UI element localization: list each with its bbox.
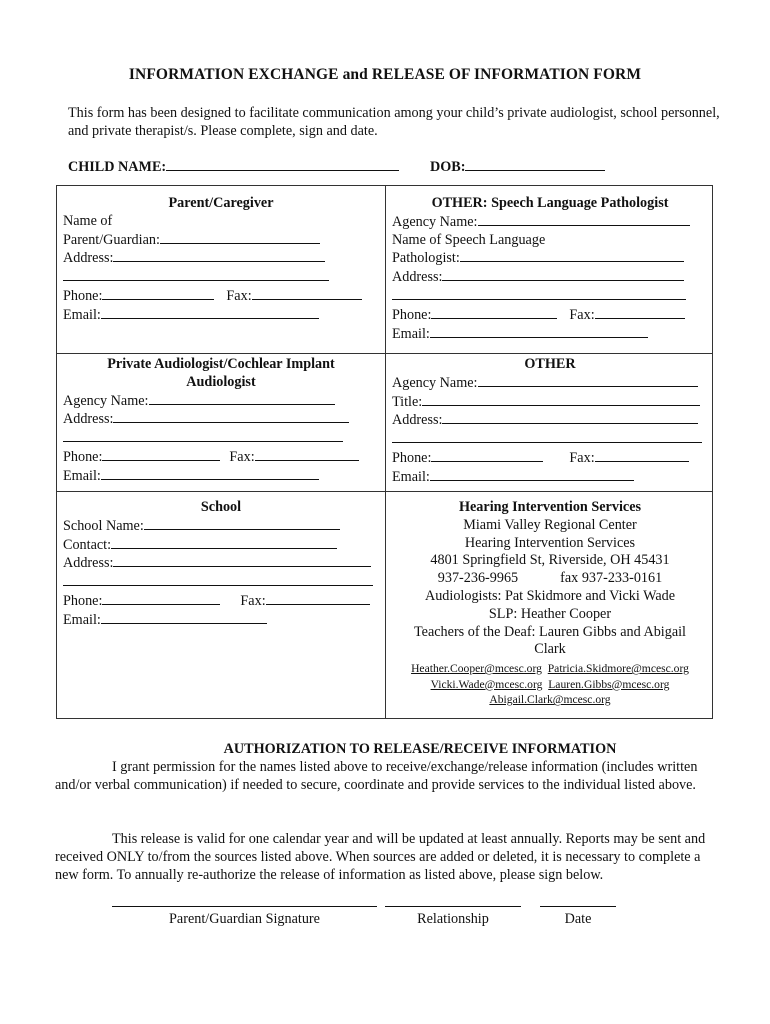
slp-pathologist-label: Pathologist: <box>392 250 460 267</box>
parent-phone-field[interactable] <box>102 287 214 300</box>
date-block[interactable] <box>540 906 616 928</box>
parent-phone-label: Phone: <box>63 287 103 304</box>
other-title-label: Title: <box>392 393 423 410</box>
school-address-field-2[interactable] <box>63 573 373 586</box>
parent-fax-label: Fax: <box>226 287 252 304</box>
his-teachers-2: Clark <box>534 641 566 658</box>
school-section-title: School <box>200 499 242 515</box>
his-fax: fax 937-233-0161 <box>560 570 663 587</box>
his-section <box>392 499 708 708</box>
school-address-label: Address: <box>63 555 114 572</box>
other-title-field[interactable] <box>422 393 700 406</box>
slp-email-field[interactable] <box>430 325 648 338</box>
other-phone-field[interactable] <box>431 449 543 462</box>
his-slp: SLP: Heather Cooper <box>488 605 612 622</box>
authorization-text-2: This release is valid for one calendar year and will be updated at least annually. Reports may be sent and received ONLY to/from the sources listed above. When sources are added or deleted, it is necessary to complete a new form. To annually re-authorize the release of information as listed above, please sign below. <box>55 831 706 883</box>
other-agency-field[interactable] <box>478 374 698 387</box>
parent-section <box>63 195 379 325</box>
school-name-field[interactable] <box>144 517 340 530</box>
other-section-title: OTHER <box>524 356 576 372</box>
email-link-heather-cooper[interactable]: Heather.Cooper@mcesc.org <box>411 662 542 676</box>
email-link-vicki-wade[interactable]: Vicki.Wade@mcesc.org <box>430 677 543 691</box>
other-address-label: Address: <box>392 412 443 429</box>
relationship-line <box>385 906 521 907</box>
email-link-patricia-skidmore[interactable]: Patricia.Skidmore@mcesc.org <box>547 662 689 676</box>
other-fax-field[interactable] <box>595 449 689 462</box>
other-section <box>392 356 708 487</box>
school-fax-label: Fax: <box>240 592 266 609</box>
other-email-label: Email: <box>392 468 430 485</box>
slp-section-title: OTHER: Speech Language Pathologist <box>431 195 669 211</box>
aud-email-field[interactable] <box>101 467 319 480</box>
parent-email-field[interactable] <box>101 306 319 319</box>
his-line-2: Hearing Intervention Services <box>464 534 636 551</box>
aud-fax-field[interactable] <box>255 448 359 461</box>
school-email-label: Email: <box>63 611 101 628</box>
parent-fax-field[interactable] <box>252 287 362 300</box>
aud-phone-label: Phone: <box>63 448 103 465</box>
authorization-paragraph-2 <box>55 830 727 884</box>
his-phone-fax-row <box>392 570 708 588</box>
dob-label: DOB: <box>430 159 466 175</box>
slp-email-label: Email: <box>392 325 430 342</box>
date-line <box>540 906 616 907</box>
aud-fax-label: Fax: <box>229 448 255 465</box>
aud-agency-field[interactable] <box>149 392 335 405</box>
aud-phone-field[interactable] <box>102 448 220 461</box>
school-email-field[interactable] <box>101 611 267 624</box>
his-phone: 937-236-9965 <box>437 570 519 587</box>
grid-divider-1 <box>57 353 712 354</box>
signature-block[interactable] <box>112 906 377 928</box>
contacts-grid <box>56 185 713 719</box>
school-address-field[interactable] <box>113 554 371 567</box>
parent-guardian-field[interactable] <box>160 231 320 244</box>
signature-label: Parent/Guardian Signature <box>169 911 320 927</box>
child-info-row <box>68 158 728 176</box>
his-email-links <box>392 661 708 708</box>
audiologist-section-title: Private Audiologist/Cochlear Implant <box>107 356 335 372</box>
slp-address-field[interactable] <box>442 268 684 281</box>
grid-divider-2 <box>57 491 712 492</box>
aud-address-label: Address: <box>63 411 114 428</box>
other-fax-label: Fax: <box>569 449 595 466</box>
slp-address-label: Address: <box>392 269 443 286</box>
slp-fax-field[interactable] <box>595 306 685 319</box>
slp-agency-field[interactable] <box>478 213 690 226</box>
signature-line <box>112 906 377 907</box>
slp-phone-label: Phone: <box>392 306 432 323</box>
other-address-field-2[interactable] <box>392 430 702 443</box>
parent-guardian-label: Parent/Guardian: <box>63 231 160 248</box>
parent-address-field-2[interactable] <box>63 268 329 281</box>
his-audiologists: Audiologists: Pat Skidmore and Vicki Wade <box>424 587 676 604</box>
school-phone-field[interactable] <box>102 592 220 605</box>
slp-fax-label: Fax: <box>569 306 595 323</box>
aud-address-field[interactable] <box>113 410 349 423</box>
school-phone-label: Phone: <box>63 592 103 609</box>
his-teachers: Teachers of the Deaf: Lauren Gibbs and Abigail <box>413 623 686 640</box>
school-contact-field[interactable] <box>111 536 337 549</box>
authorization-text-1: I grant permission for the names listed above to receive/exchange/release information (includes written and/or verbal communication) if needed to secure, coordinate and provide services to the individual listed above. <box>55 759 698 793</box>
form-title: INFORMATION EXCHANGE and RELEASE OF INFORMATION FORM <box>128 66 642 83</box>
authorization-paragraph-1 <box>55 758 727 794</box>
school-contact-label: Contact: <box>63 536 112 553</box>
relationship-label: Relationship <box>417 911 489 927</box>
aud-agency-label: Agency Name: <box>63 392 149 409</box>
school-fax-field[interactable] <box>266 592 370 605</box>
child-name-label: CHILD NAME: <box>68 159 167 175</box>
slp-pathologist-field[interactable] <box>460 249 684 262</box>
slp-name-of-label: Name of Speech Language <box>392 231 546 248</box>
his-line-3: 4801 Springfield St, Riverside, OH 45431 <box>430 552 670 569</box>
child-name-field[interactable] <box>166 158 399 171</box>
slp-phone-field[interactable] <box>431 306 557 319</box>
his-section-title: Hearing Intervention Services <box>458 499 642 515</box>
other-phone-label: Phone: <box>392 449 432 466</box>
audiologist-section <box>63 356 379 486</box>
audiologist-section-title-2: Audiologist <box>186 373 256 390</box>
slp-agency-label: Agency Name: <box>392 213 478 230</box>
email-link-lauren-gibbs[interactable]: Lauren.Gibbs@mcesc.org <box>548 677 670 691</box>
his-line-1: Miami Valley Regional Center <box>463 516 637 533</box>
parent-address-label: Address: <box>63 250 114 267</box>
slp-section <box>392 195 708 343</box>
dob-field[interactable] <box>465 158 605 171</box>
other-email-field[interactable] <box>430 468 634 481</box>
parent-name-of-label: Name of <box>63 212 113 229</box>
intro-text: This form has been designed to facilitate communication among your child’s private audiologist, school personnel, and private therapist/s. Please complete, sign and date. <box>68 105 720 139</box>
parent-section-title: Parent/Caregiver <box>168 195 274 211</box>
slp-address-field-2[interactable] <box>392 287 686 300</box>
authorization-title: AUTHORIZATION TO RELEASE/RECEIVE INFORMATION <box>223 741 617 757</box>
other-address-field[interactable] <box>442 411 698 424</box>
other-agency-label: Agency Name: <box>392 374 478 391</box>
grid-divider-vertical <box>385 186 386 718</box>
parent-email-label: Email: <box>63 306 101 323</box>
date-label: Date <box>564 911 592 927</box>
relationship-block[interactable] <box>385 906 521 928</box>
school-name-label: School Name: <box>63 517 144 534</box>
school-section <box>63 499 379 630</box>
aud-email-label: Email: <box>63 467 101 484</box>
aud-address-field-2[interactable] <box>63 429 343 442</box>
email-link-abigail-clark[interactable]: Abigail.Clark@mcesc.org <box>489 693 611 707</box>
parent-address-field[interactable] <box>113 249 325 262</box>
